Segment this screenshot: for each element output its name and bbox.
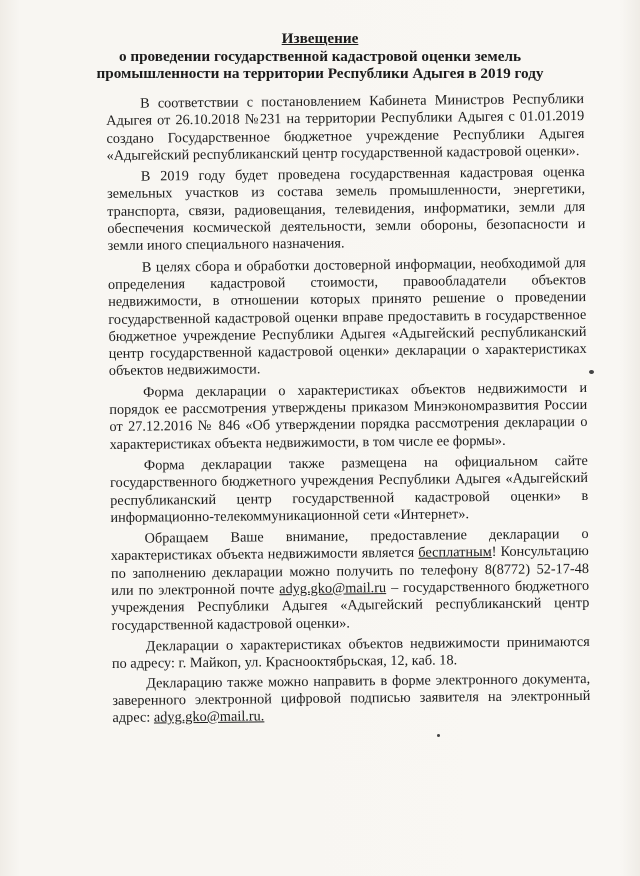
notice-title: [0, 30, 640, 47]
paragraph-declaration-right: В целях сбора и обработки достоверной информации, необходимой для определения кадастровой стоимости, правообладатели объектов недвижимости, в отношении которых принято решение о проведении государственной кадастровой оценки вправе предоставить в государственное бюджетное учреждение Республики Адыгея «Адыгейский республиканский центр государственной кадастровой оценки» декларации о характеристиках объектов недвижимости.: [107, 254, 587, 380]
consultation-text-c: – государственного бюджетного учреждения Республики Адыгея «Адыгейский республиканский центр государственной кадастровой оценки».: [111, 577, 590, 634]
paragraph-form-published: Форма декларации также размещена на официальном сайте государственного бюджетного учреждения Республики Адыгея «Адыгейский республиканский центр государственной кадастровой оценки» в информационно-телекоммуникационной сети «Интернет».: [109, 452, 589, 526]
scan-speck: [589, 370, 594, 374]
notice-title-text: Извещение: [281, 30, 359, 47]
email-link[interactable]: adyg.gko@mail.ru: [279, 580, 387, 598]
paragraph-establishment: В соответствии с постановлением Кабинета Министров Республики Адыгея от 26.10.2018 №231 на территории Республики Адыгея с 01.01.2019 создано Государственное бюджетное учреждение Республики Адыгея «Адыгейский республиканский центр государственной кадастровой оценки».: [106, 90, 585, 164]
notice-subtitle-2: промышленности на территории Республики Адыгея в 2019 году: [96, 65, 544, 82]
notice-body: [106, 91, 591, 731]
email-link-2[interactable]: adyg.gko@mail.ru.: [153, 708, 265, 726]
notice-subtitle-1: о проведении государственной кадастровой оценки земель: [118, 48, 522, 65]
paragraph-consultation: [111, 526, 590, 635]
electronic-text: Декларацию также можно направить в форме электронного документа, заверенного электронной цифровой подписью заявителя на электронный адрес:: [112, 670, 591, 727]
paragraph-address: Декларации о характеристиках объектов недвижимости принимаются по адресу: г. Майкоп, ул. Краснооктябрьская, 12, каб. 18.: [111, 633, 590, 673]
scan-speck: [437, 734, 440, 737]
paragraph-electronic: [112, 670, 591, 727]
consultation-text-a: Обращаем Ваше внимание, предоставление декларации о характеристиках объекта недвижимости является: [110, 526, 589, 565]
consultation-text-b: ! Консультацию по заполнению декларации можно получить по телефону 8(8772) 52-17-48 или по электронной почте: [110, 543, 590, 599]
paragraph-valuation-2019: В 2019 году будет проведена государственная кадастровая оценка земельных участков из состава земель промышленности, энергетики, транспорта, связи, радиовещания, телевидения, информатики, земли для обеспечения космической деятельности, земли обороны, безопасности и земли иного специального назначения.: [106, 164, 586, 255]
paragraph-declaration-form: Форма декларации о характеристиках объектов недвижимости и порядок ее рассмотрения утверждены приказом Минэкономразвития России от 27.12.2016 № 846 «Об утверждении порядка рассмотрения декларации о характеристиках объекта недвижимости, в том числе ее формы».: [109, 379, 588, 453]
free-of-charge-text: бесплатным: [418, 544, 492, 562]
